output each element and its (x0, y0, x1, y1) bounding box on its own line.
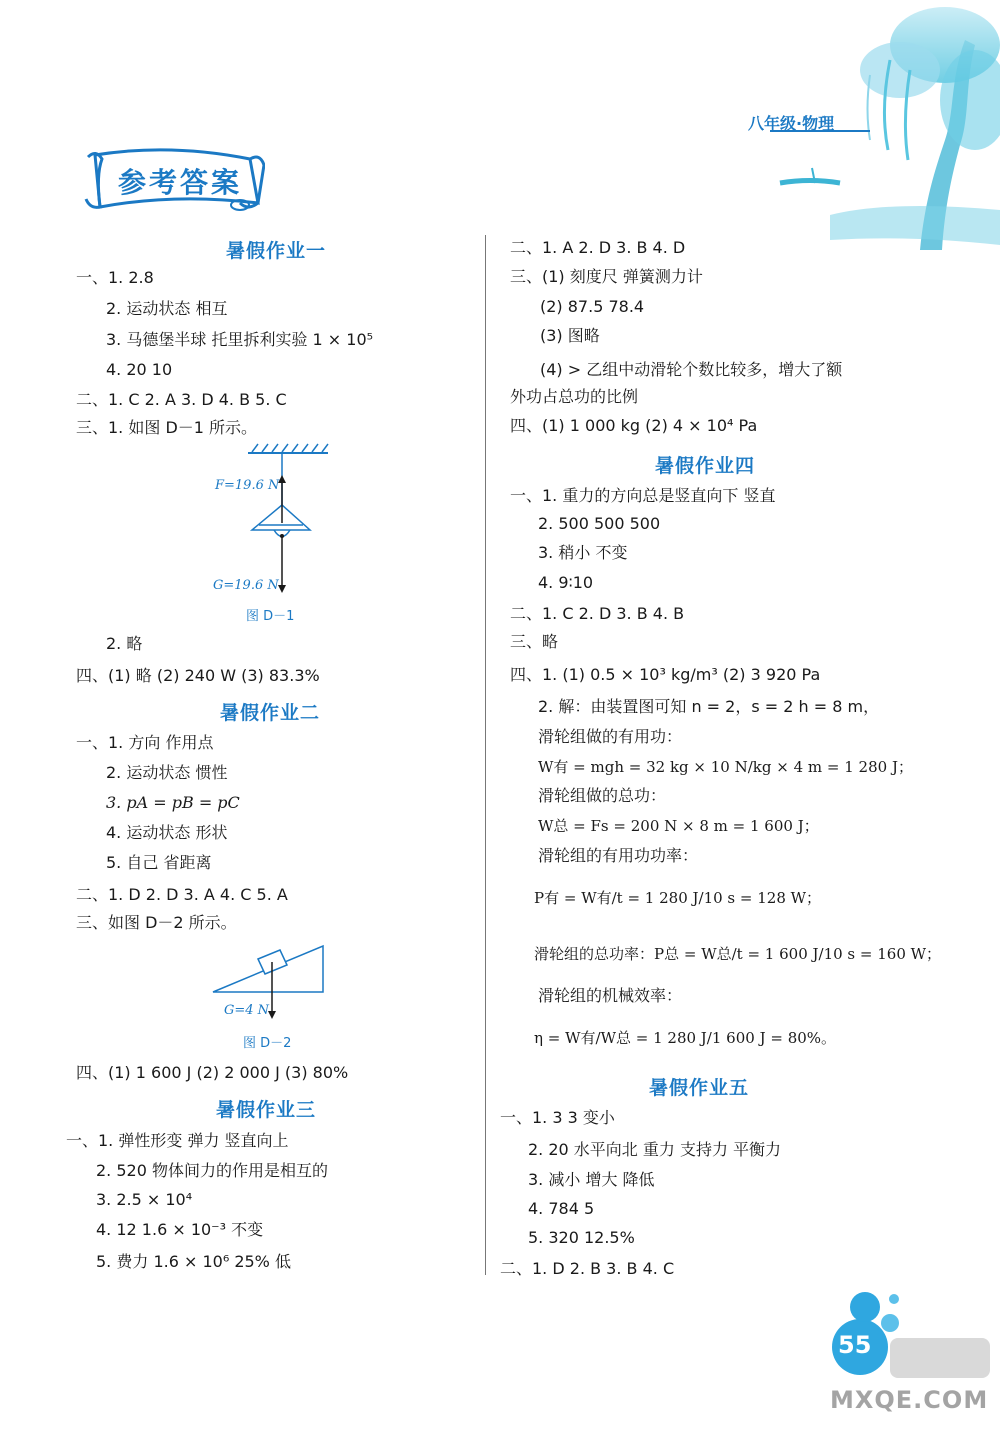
s2-line-8: 四、(1) 1 600 J (2) 2 000 J (3) 80% (76, 1063, 349, 1082)
s1-line-2: 2. 运动状态 相互 (106, 299, 228, 318)
s3-right-line-7: 四、(1) 1 000 kg (2) 4 × 10⁴ Pa (510, 416, 758, 435)
s4-line-3: 3. 稍小 不变 (538, 543, 628, 562)
s1-line-6: 三、1. 如图 D－1 所示。 (76, 418, 258, 437)
s1-line-5: 二、1. C 2. A 3. D 4. B 5. C (76, 390, 287, 409)
s4-line-9: 滑轮组做的有用功： (538, 727, 683, 746)
s3-right-line-6: 外功占总功的比例 (510, 387, 639, 406)
s2-line-1: 一、1. 方向 作用点 (76, 733, 214, 752)
column-divider (485, 235, 486, 1275)
s4-line-15: 滑轮组的总功率：P总 = W总/t = 1 600 J/10 s = 160 W； (534, 945, 942, 963)
s3-line-1: 一、1. 弹性形变 弹力 竖直向上 (66, 1131, 289, 1150)
s3-right-line-4: (3) 图略 (540, 326, 600, 345)
fig-d1-force-g: G=19.6 N (213, 578, 279, 593)
section-title-1: 暑假作业一 (226, 240, 327, 262)
s2-line-3: 3. pA = pB = pC (106, 793, 240, 812)
s4-line-2: 2. 500 500 500 (538, 514, 661, 533)
section-title-4: 暑假作业四 (655, 455, 756, 477)
s5-line-1: 一、1. 3 3 变小 (500, 1108, 615, 1127)
answer-banner (80, 145, 265, 215)
s4-line-7: 四、1. (1) 0.5 × 10³ kg/m³ (2) 3 920 Pa (510, 665, 821, 684)
s4-line-6: 三、略 (510, 632, 559, 651)
s2-line-4: 4. 运动状态 形状 (106, 823, 228, 842)
s1-line-3: 3. 马德堡半球 托里拆利实验 1 × 10⁵ (106, 330, 374, 349)
s4-line-1: 一、1. 重力的方向总是竖直向下 竖直 (510, 486, 776, 505)
watermark-logo (890, 1338, 990, 1378)
s1-line-7: 2. 略 (106, 634, 143, 653)
s4-line-11: 滑轮组做的总功： (538, 786, 667, 805)
section-title-2: 暑假作业二 (220, 702, 321, 724)
s3-right-line-1: 二、1. A 2. D 3. B 4. D (510, 238, 686, 257)
s4-line-14: P有 = W有/t = 1 280 J/10 s = 128 W； (534, 889, 822, 907)
fig-d1-force-f: F=19.6 N (215, 478, 280, 493)
s4-line-5: 二、1. C 2. D 3. B 4. B (510, 604, 685, 623)
s4-line-8: 2. 解：由装置图可知 n = 2，s = 2 h = 8 m， (538, 697, 880, 716)
s4-line-17: η = W有/W总 = 1 280 J/1 600 J = 80%。 (534, 1029, 837, 1047)
fig-d2-force-g: G=4 N (224, 1003, 270, 1018)
s3-right-line-3: (2) 87.5 78.4 (540, 297, 645, 316)
s4-line-4: 4. 9∶10 (538, 573, 594, 592)
s1-line-4: 4. 20 10 (106, 360, 173, 379)
s4-line-12: W总 = Fs = 200 N × 8 m = 1 600 J； (538, 817, 819, 835)
grade-subject-label: 八年级·物理 (748, 114, 835, 133)
s3-line-5: 5. 费力 1.6 × 10⁶ 25% 低 (96, 1252, 291, 1271)
s4-line-10: W有 = mgh = 32 kg × 10 N/kg × 4 m = 1 280 J； (538, 758, 913, 776)
s2-line-5: 5. 自己 省距离 (106, 853, 212, 872)
section-title-5: 暑假作业五 (649, 1077, 750, 1099)
s3-right-line-5: (4) > 乙组中动滑轮个数比较多，增大了额 (540, 360, 843, 379)
s5-line-4: 4. 784 5 (528, 1199, 595, 1218)
s3-line-3: 3. 2.5 × 10⁴ (96, 1190, 193, 1209)
s1-line-1: 一、1. 2.8 (76, 268, 154, 287)
s4-line-13: 滑轮组的有用功功率： (538, 846, 699, 865)
section-title-3: 暑假作业三 (216, 1099, 317, 1121)
page-number: 55 (838, 1331, 872, 1359)
s5-line-2: 2. 20 水平向北 重力 支持力 平衡力 (528, 1140, 782, 1159)
s2-line-6: 二、1. D 2. D 3. A 4. C 5. A (76, 885, 288, 904)
s4-line-16: 滑轮组的机械效率： (538, 986, 683, 1005)
s3-right-line-2: 三、(1) 刻度尺 弹簧测力计 (510, 267, 703, 286)
s5-line-5: 5. 320 12.5% (528, 1228, 635, 1247)
s3-line-2: 2. 520 物体间力的作用是相互的 (96, 1161, 328, 1180)
s3-line-4: 4. 12 1.6 × 10⁻³ 不变 (96, 1220, 264, 1239)
fig-d2-caption: 图 D－2 (243, 1036, 292, 1051)
fig-d1-caption: 图 D－1 (246, 609, 295, 624)
s5-line-6: 二、1. D 2. B 3. B 4. C (500, 1259, 675, 1278)
s5-line-3: 3. 减小 增大 降低 (528, 1170, 655, 1189)
banner-text: 参考答案 (118, 166, 243, 199)
s1-line-8: 四、(1) 略 (2) 240 W (3) 83.3% (76, 666, 320, 685)
s2-line-7: 三、如图 D－2 所示。 (76, 913, 237, 932)
watermark-text: MXQE.COM (830, 1386, 989, 1414)
s2-line-2: 2. 运动状态 惯性 (106, 763, 228, 782)
